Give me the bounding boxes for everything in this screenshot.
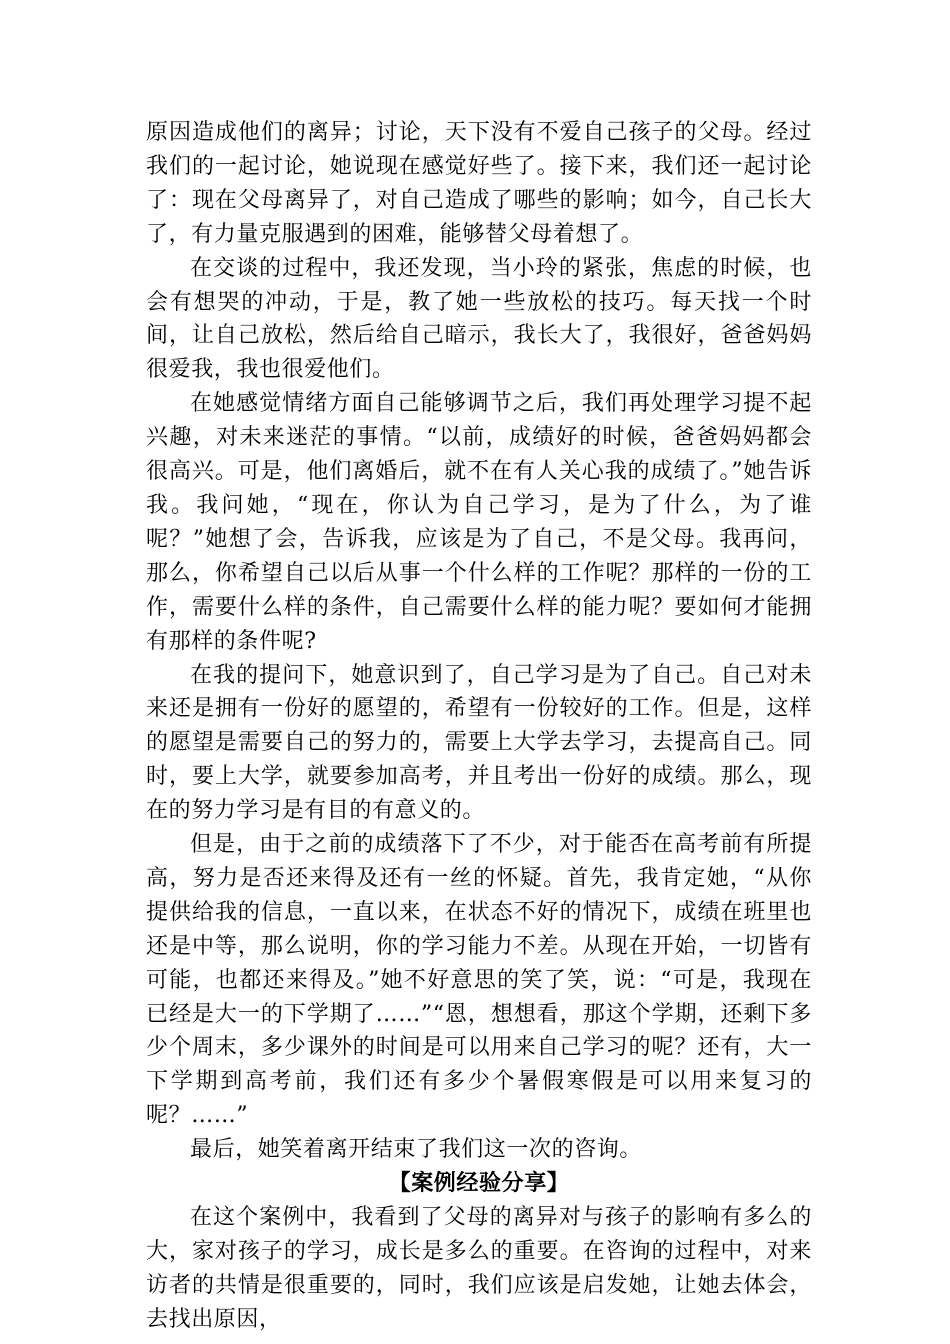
section-heading: 【案例经验分享】 (388, 1170, 570, 1197)
paragraph-4: 在我的提问下，她意识到了，自己学习是为了自己。自己对未来还是拥有一份好的愿望的，希望有一份较好的工作。但是，这样的愿望是需要自己的努力的，需要上大学去学习，去提高自己。同时，要上大学，就要参加高考，并且考出一份好的成绩。那么，现在的努力学习是有目的有意义的。 (146, 662, 812, 824)
paragraph-1: 原因造成他们的离异；讨论，天下没有不爱自己孩子的父母。经过我们的一起讨论，她说现在感觉好些了。接下来，我们还一起讨论了：现在父母离异了，对自己造成了哪些的影响；如今，自己长大了，有力量克服遇到的困难，能够替父母着想了。 (146, 120, 812, 247)
paragraph-2: 在交谈的过程中，我还发现，当小玲的紧张，焦虑的时候，也会有想哭的冲动，于是，教了她一些放松的技巧。每天找一个时间，让自己放松，然后给自己暗示，我长大了，我很好，爸爸妈妈很爱我，我也很爱他们。 (146, 255, 812, 383)
body-text (146, 116, 812, 1337)
paragraph-6: 最后，她笑着离开结束了我们这一次的咨询。 (190, 1137, 643, 1163)
paragraph-3: 在她感觉情绪方面自己能够调节之后，我们再处理学习提不起兴趣，对未来迷茫的事情。“以前，成绩好的时候，爸爸妈妈都会很高兴。可是，他们离婚后，就不在有人关心我的成绩了。”她告诉我。我问她，“现在，你认为自己学习，是为了什么，为了谁呢？”她想了会，告诉我，应该是为了自己，不是父母。我再问，那么，你希望自己以后从事一个什么样的工作呢？那样的一份的工作，需要什么样的条件，自己需要什么样的能力呢？要如何才能拥有那样的条件呢? (146, 391, 812, 654)
paragraph-5: 但是，由于之前的成绩落下了不少，对于能否在高考前有所提高，努力是否还来得及还有一丝的怀疑。首先，我肯定她，“从你提供给我的信息，一直以来，在状态不好的情况下，成绩在班里也还是中等，那么说明，你的学习能力不差。从现在开始，一切皆有可能，也都还来得及。”她不好意思的笑了笑，说：“可是，我现在已经是大一的下学期了……”“恩，想想看，那这个学期，还剩下多少个周末，多少课外的时间是可以用来自己学习的呢？还有，大一下学期到高考前，我们还有多少个暑假寒假是可以用来复习的呢？……” (146, 832, 812, 1129)
closing-paragraph: 在这个案例中，我看到了父母的离异对与孩子的影响有多么的大，家对孩子的学习，成长是多么的重要。在咨询的过程中，对来访者的共情是很重要的，同时，我们应该是启发她，让她去体会，去找出原因， (146, 1205, 812, 1332)
